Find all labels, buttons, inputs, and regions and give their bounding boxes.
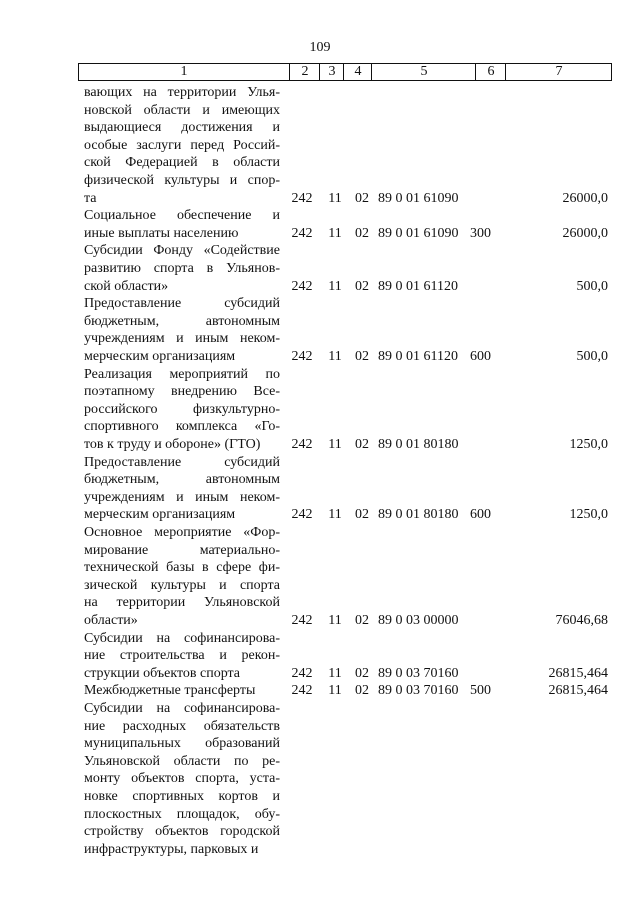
description-line: Субсидии на софинансирова-	[84, 701, 280, 716]
cell-c6: 300	[470, 225, 491, 241]
description-line: на территории Ульяновской	[84, 595, 280, 611]
cell-c3: 11	[328, 190, 342, 206]
table-row	[0, 682, 640, 700]
description-line: российского физкультурно-	[84, 401, 280, 417]
row-description	[84, 207, 280, 242]
cell-c7: 500,0	[576, 278, 608, 294]
table-row	[0, 295, 640, 365]
cell-c5: 89 0 01 61090	[378, 225, 459, 241]
description-line: учреждениям и иным неком-	[84, 331, 280, 347]
table-row	[0, 630, 640, 683]
row-description	[84, 700, 280, 858]
description-line: ние расходных обязательств	[84, 718, 280, 734]
description-line: Субсидии на софинансирова-	[84, 630, 280, 646]
description-line: Предоставление субсидий	[84, 296, 280, 312]
cell-c3: 11	[328, 665, 342, 681]
header-col-6: 6	[475, 64, 506, 80]
row-description	[84, 242, 280, 295]
cell-c3: 11	[328, 348, 342, 364]
page-number: 109	[309, 40, 331, 55]
description-line: плоскостных площадок, обу-	[84, 806, 280, 822]
cell-c3: 11	[328, 278, 342, 294]
cell-c7: 26000,0	[562, 190, 608, 206]
description-line: Предоставление субсидий	[84, 454, 280, 470]
cell-c6: 600	[470, 348, 491, 364]
table-row	[0, 454, 640, 524]
description-line: развитию спорта в Ульянов-	[84, 260, 280, 276]
description-line: мирование материально-	[84, 542, 280, 558]
row-description	[84, 366, 280, 454]
description-line: мерческим организациям	[84, 348, 236, 364]
table-row	[0, 700, 640, 858]
row-description	[84, 682, 280, 700]
cell-c5: 89 0 01 80180	[378, 507, 459, 523]
cell-c4: 02	[355, 507, 369, 523]
header-col-5: 5	[371, 64, 476, 80]
description-line: поэтапному внедрению Все-	[84, 384, 280, 400]
table-header	[78, 63, 612, 81]
description-line: выдающиеся достижения и	[84, 120, 280, 136]
description-line: новской области и имеющих	[84, 102, 280, 118]
cell-c4: 02	[355, 190, 369, 206]
cell-c4: 02	[355, 348, 369, 364]
cell-c2: 242	[291, 507, 313, 523]
description-line: области»	[84, 612, 138, 628]
header-col-1: 1	[180, 64, 188, 79]
cell-c2: 242	[291, 436, 313, 452]
cell-c5: 89 0 01 80180	[378, 436, 459, 452]
cell-c2: 242	[291, 225, 313, 241]
description-line: Ульяновской области по ре-	[84, 753, 280, 769]
description-line: Субсидии Фонду «Содействие	[84, 243, 280, 259]
cell-c7: 1250,0	[569, 507, 608, 523]
cell-c5: 89 0 01 61120	[378, 278, 458, 294]
cell-c2: 242	[291, 190, 313, 206]
cell-c4: 02	[355, 665, 369, 681]
table-row	[0, 242, 640, 295]
description-line: ние строительства и рекон-	[84, 648, 280, 664]
header-col-3: 3	[319, 64, 344, 80]
cell-c2: 242	[291, 613, 313, 628]
cell-c3: 11	[328, 683, 342, 699]
description-line: технической базы в сфере фи-	[84, 560, 280, 576]
header-col-7: 7	[505, 64, 612, 80]
description-line: физической культуры и спор-	[84, 172, 280, 188]
cell-c7: 500,0	[576, 348, 608, 364]
row-description	[84, 630, 280, 683]
table-row	[0, 207, 640, 242]
description-line: ской области»	[84, 278, 169, 294]
description-line: вающих на территории Улья-	[84, 85, 280, 100]
cell-c4: 02	[355, 436, 369, 452]
cell-c4: 02	[355, 225, 369, 241]
cell-c2: 242	[291, 348, 313, 364]
cell-c7: 1250,0	[569, 436, 608, 452]
description-line: ской Федерацией в области	[84, 155, 280, 171]
description-line: спортивного комплекса «Го-	[84, 419, 280, 435]
description-line: иные выплаты населению	[84, 225, 239, 241]
cell-c5: 89 0 03 70160	[378, 665, 459, 681]
description-line: бюджетным, автономным	[84, 313, 280, 329]
cell-c5: 89 0 01 61090	[378, 190, 459, 206]
description-line: особые заслуги перед Россий-	[84, 137, 280, 153]
row-description	[84, 524, 280, 630]
description-line: Реализация мероприятий по	[84, 366, 280, 382]
header-col-2: 2	[289, 64, 320, 80]
cell-c4: 02	[355, 278, 369, 294]
cell-c3: 11	[328, 436, 342, 452]
description-line: муниципальных образований	[84, 736, 280, 752]
cell-c2: 242	[291, 683, 313, 699]
row-description	[84, 84, 280, 207]
cell-c7: 26815,464	[548, 665, 608, 681]
description-line: тов к труду и обороне» (ГТО)	[84, 436, 261, 452]
cell-c5: 89 0 03 00000	[378, 613, 459, 628]
table-row	[0, 366, 640, 454]
cell-c3: 11	[328, 507, 342, 523]
cell-c5: 89 0 01 61120	[378, 348, 458, 364]
description-line: Социальное обеспечение и	[84, 208, 280, 224]
description-line: Межбюджетные трансферты	[84, 683, 256, 699]
cell-c2: 242	[291, 278, 313, 294]
cell-c3: 11	[328, 613, 342, 628]
header-col-4: 4	[343, 64, 372, 80]
table-row	[0, 84, 640, 207]
description-line: та	[84, 190, 97, 206]
description-line: мерческим организациям	[84, 507, 236, 523]
description-line: инфраструктуры, парковых и	[84, 841, 259, 857]
description-line: зической культуры и спорта	[84, 577, 280, 593]
description-line: стройству объектов городской	[84, 824, 280, 840]
cell-c7: 26815,464	[548, 683, 608, 699]
description-line: учреждениям и иным неком-	[84, 489, 280, 505]
description-line: монту объектов спорта, уста-	[84, 771, 280, 787]
row-description	[84, 295, 280, 365]
cell-c6: 500	[470, 683, 491, 699]
description-line: новке спортивных кортов и	[84, 788, 280, 804]
cell-c4: 02	[355, 683, 369, 699]
cell-c5: 89 0 03 70160	[378, 683, 459, 699]
cell-c6: 600	[470, 507, 491, 523]
cell-c7: 26000,0	[562, 225, 608, 241]
cell-c4: 02	[355, 613, 369, 628]
row-description	[84, 454, 280, 524]
cell-c3: 11	[328, 225, 342, 241]
description-line: струкции объектов спорта	[84, 665, 241, 681]
table-row	[0, 524, 640, 630]
description-line: бюджетным, автономным	[84, 472, 280, 488]
cell-c7: 76046,68	[555, 613, 608, 628]
cell-c2: 242	[291, 665, 313, 681]
description-line: Основное мероприятие «Фор-	[84, 525, 280, 540]
